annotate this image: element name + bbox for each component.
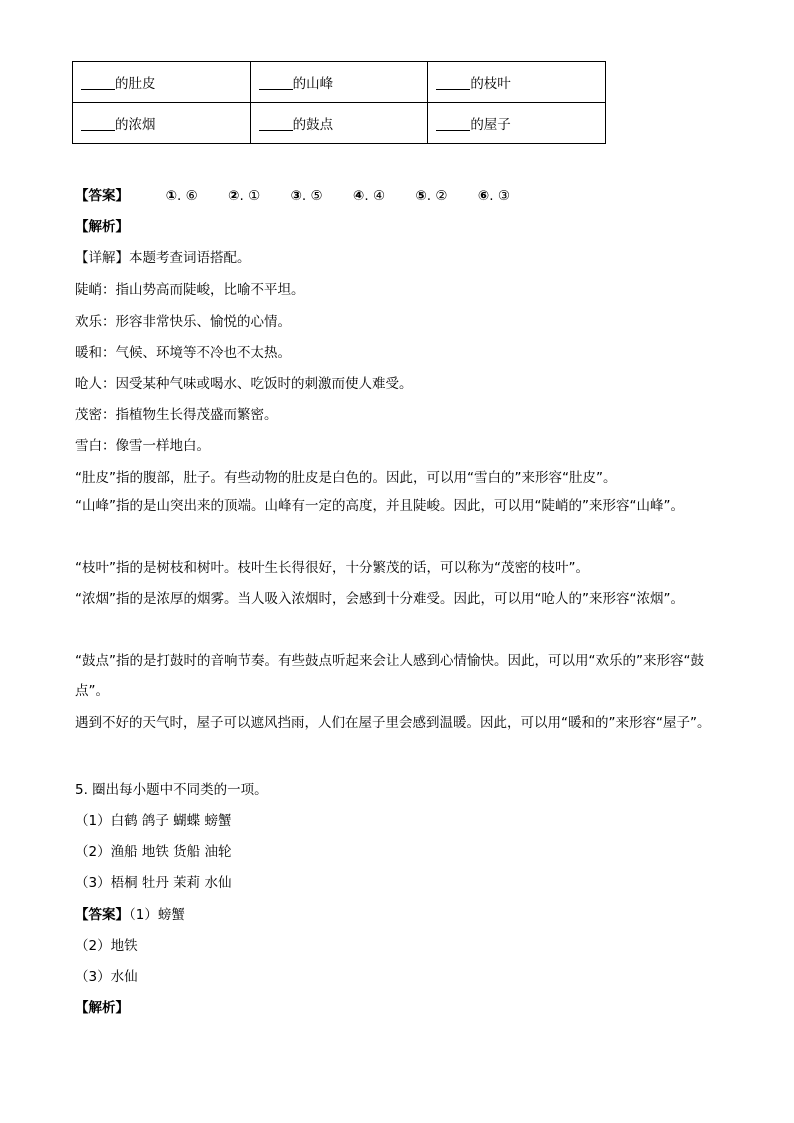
blank-line — [259, 75, 293, 90]
definition-line: 欢乐：形容非常快乐、愉悦的心情。 — [75, 314, 291, 330]
q5-item: （3）梧桐 牡丹 茉莉 水仙 — [75, 875, 232, 891]
blank-line — [81, 116, 115, 131]
answer-label: 【答案】 — [75, 907, 129, 923]
blank-line — [436, 75, 470, 90]
definition-line: 呛人：因受某种气味或喝水、吃饭时的刺激而使人难受。 — [75, 376, 413, 392]
definition-line: 陡峭：指山势高而陡峻，比喻不平坦。 — [75, 282, 305, 298]
answer-item: ⑥. ③ — [477, 188, 510, 204]
explanation-paragraph: “山峰”指的是山突出来的顶端。山峰有一定的高度，并且陡峻。因此，可以用“陡峭的”来形容“山峰”。 — [75, 498, 684, 514]
analysis-label: 【解析】 — [75, 1000, 129, 1016]
q5-answer: （2）地铁 — [75, 938, 138, 954]
table-row — [73, 103, 606, 144]
definition-line: 雪白：像雪一样地白。 — [75, 438, 210, 454]
detail-label: 【详解】 — [75, 250, 129, 266]
blank-line — [259, 116, 293, 131]
q5-answer: （1）螃蟹 — [129, 907, 185, 923]
table-cell: 的浓烟 — [73, 103, 251, 144]
detail-text: 本题考查词语搭配。 — [129, 250, 251, 266]
analysis-label: 【解析】 — [75, 219, 129, 235]
definition-line: 暖和：气候、环境等不冷也不太热。 — [75, 345, 291, 361]
detail-line — [75, 246, 251, 266]
table-row — [73, 62, 606, 103]
q5-title: 5. 圈出每小题中不同类的一项。 — [75, 782, 268, 798]
q5-item: （1）白鹤 鸽子 蝴蝶 螃蟹 — [75, 813, 232, 829]
explanation-paragraph: “枝叶”指的是树枝和树叶。枝叶生长得很好，十分繁茂的话，可以称为“茂密的枝叶”。 — [75, 560, 589, 576]
q5-answer: （3）水仙 — [75, 969, 138, 985]
table-cell: 的屋子 — [428, 103, 606, 144]
answer-item: ⑤. ② — [415, 188, 448, 204]
answer-item: ③. ⑤ — [290, 188, 323, 204]
q5-answer-line — [75, 903, 185, 923]
table-cell: 的枝叶 — [428, 62, 606, 103]
answer-label: 【答案】 — [75, 188, 129, 204]
table-cell: 的鼓点 — [250, 103, 428, 144]
definition-line: 茂密：指植物生长得茂盛而繁密。 — [75, 407, 278, 423]
explanation-paragraph: “浓烟”指的是浓厚的烟雾。当人吸入浓烟时，会感到十分难受。因此，可以用“呛人的”来形容“浓烟”。 — [75, 591, 684, 607]
table-cell: 的肚皮 — [73, 62, 251, 103]
blank-line — [436, 116, 470, 131]
explanation-paragraph: 遇到不好的天气时，屋子可以遮风挡雨，人们在屋子里会感到温暖。因此，可以用“暖和的”来形容“屋子”。 — [75, 715, 711, 731]
answer-item: ④. ④ — [352, 188, 386, 204]
answer-item: ②. ① — [228, 188, 261, 204]
q4-answer-line — [75, 184, 536, 204]
word-pair-table — [72, 61, 606, 144]
table-cell: 的山峰 — [250, 62, 428, 103]
explanation-line: “肚皮”指的腹部，肚子。有些动物的肚皮是白色的。因此，可以用“雪白的”来形容“肚皮”。 — [75, 470, 617, 486]
blank-line — [81, 75, 115, 90]
explanation-paragraph: “鼓点”指的是打鼓时的音响节奏。有些鼓点听起来会让人感到心情愉快。因此，可以用“欢乐的”来形容“鼓点”。 — [75, 653, 704, 699]
q5-item: （2）渔船 地铁 货船 油轮 — [75, 844, 232, 860]
answer-item: ①. ⑥ — [165, 188, 198, 204]
